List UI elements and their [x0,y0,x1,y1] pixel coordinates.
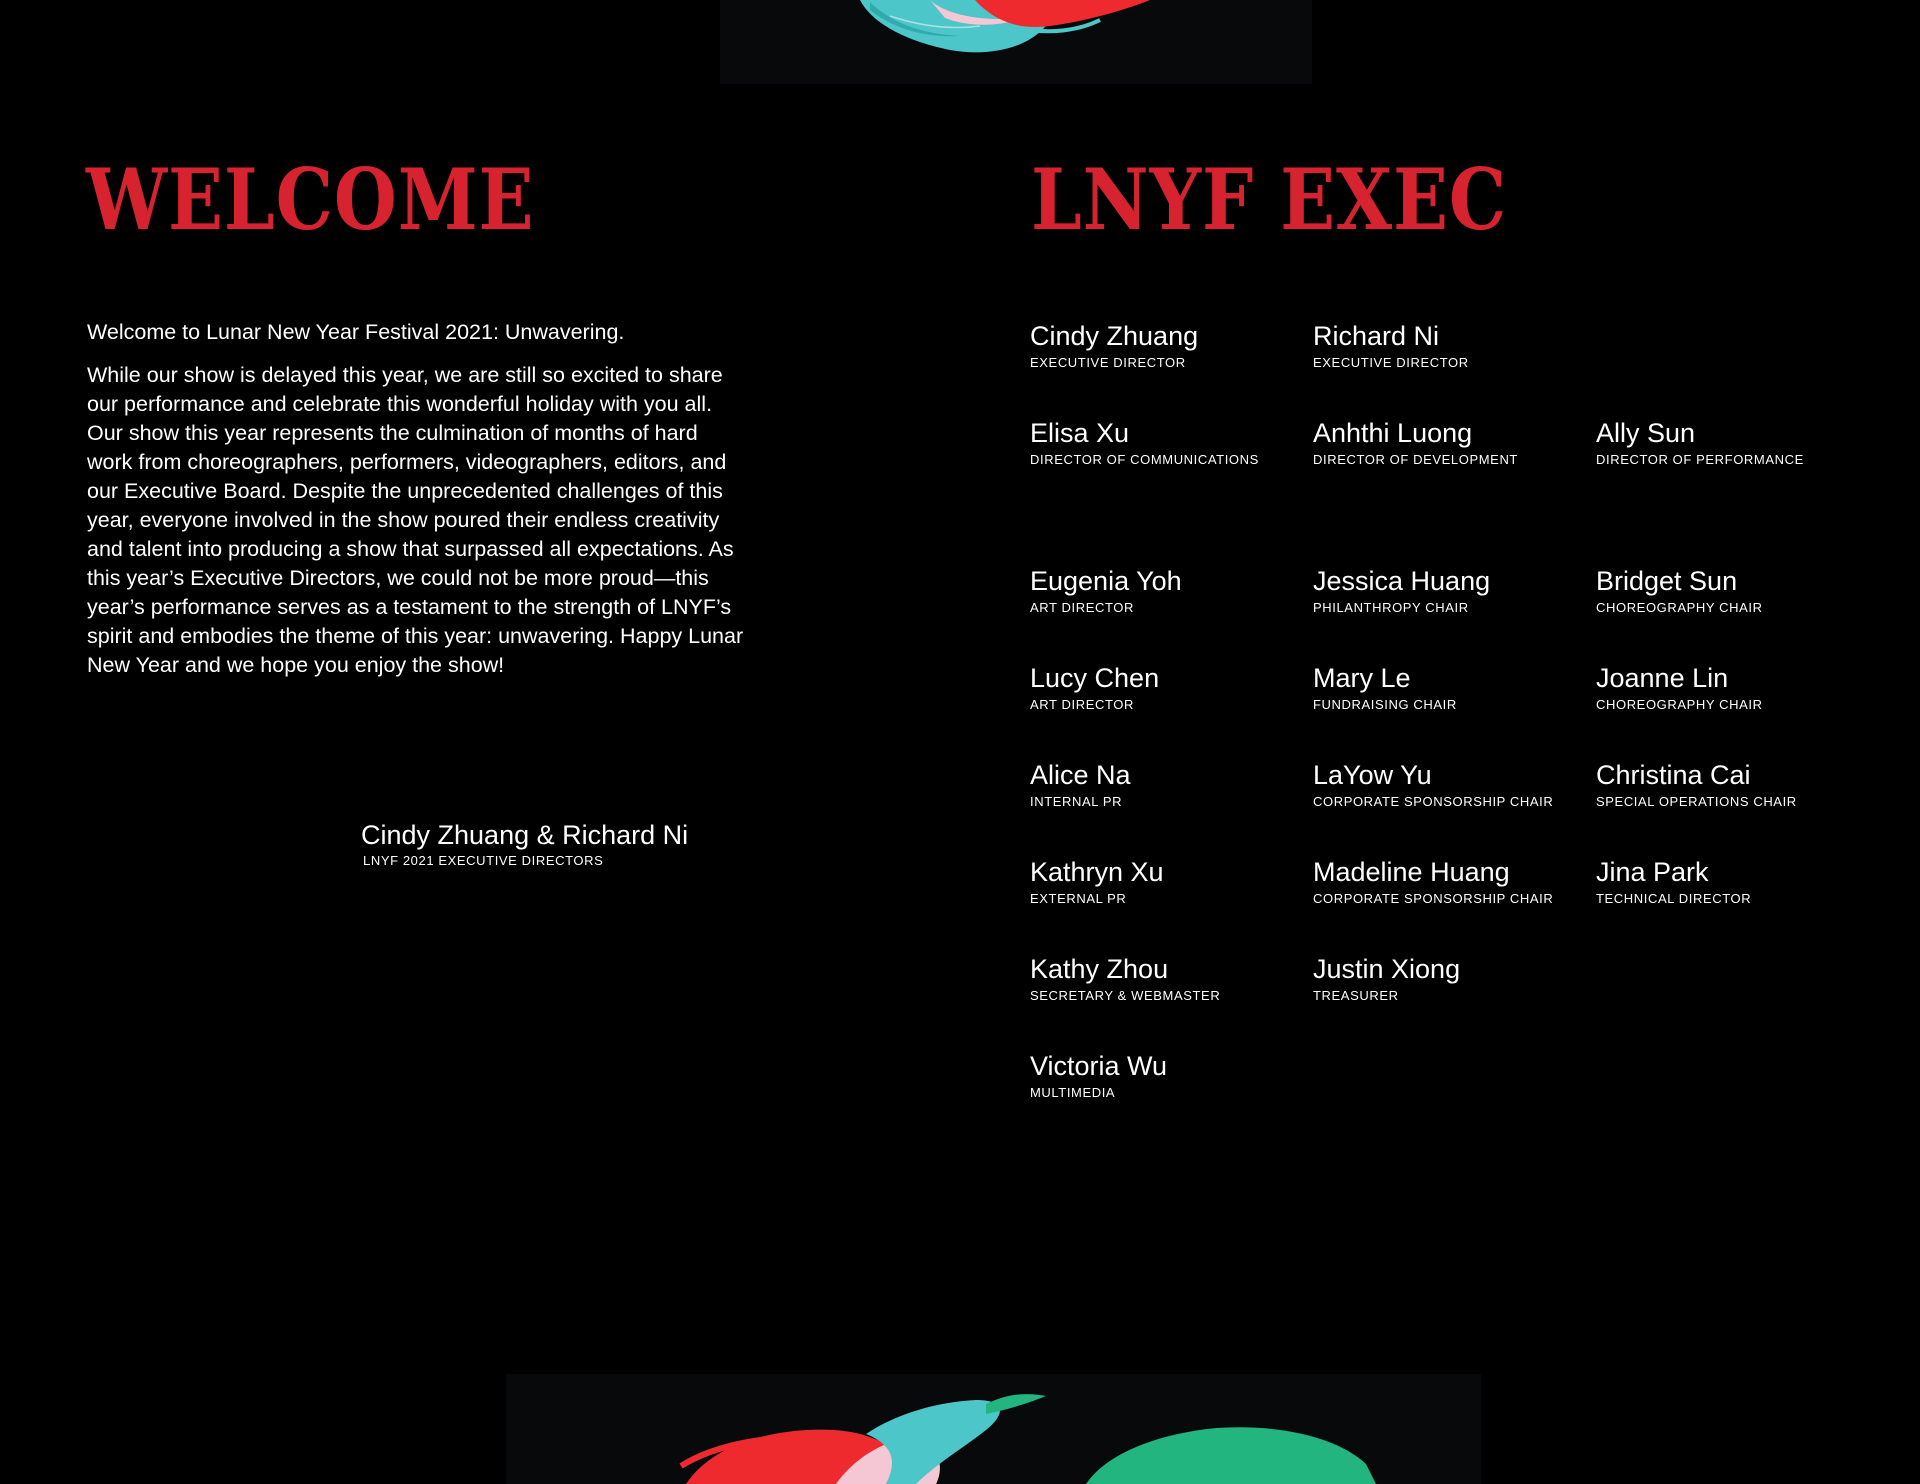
member-name: Jessica Huang [1313,566,1491,596]
member-role: DIRECTOR OF PERFORMANCE [1596,452,1804,467]
member-role: EXTERNAL PR [1030,891,1127,906]
member-name: Ally Sun [1596,418,1696,448]
exec-member [1313,856,1583,908]
member-role: INTERNAL PR [1030,794,1123,809]
member-name: Eugenia Yoh [1030,566,1182,596]
brush-stroke-art-bottom [506,1374,1481,1484]
member-name: Victoria Wu [1030,1051,1168,1081]
exec-member [1030,759,1300,811]
member-role: EXECUTIVE DIRECTOR [1313,355,1469,370]
member-role: CORPORATE SPONSORSHIP CHAIR [1313,794,1554,809]
signature-title: LNYF 2021 EXECUTIVE DIRECTORS [363,853,604,868]
member-name: Lucy Chen [1030,663,1160,693]
exec-member [1596,759,1866,811]
welcome-intro-paragraph: Welcome to Lunar New Year Festival 2021: Unwavering. [87,320,625,344]
member-name: Kathryn Xu [1030,857,1164,887]
exec-member [1030,1050,1300,1102]
member-role: CORPORATE SPONSORSHIP CHAIR [1313,891,1554,906]
member-name: Joanne Lin [1596,663,1729,693]
member-role: FUNDRAISING CHAIR [1313,697,1457,712]
exec-member [1313,953,1583,1005]
member-role: DIRECTOR OF COMMUNICATIONS [1030,452,1259,467]
member-role: PHILANTHROPY CHAIR [1313,600,1469,615]
member-name: LaYow Yu [1313,760,1432,790]
exec-member [1313,759,1583,811]
welcome-letter [87,318,747,694]
member-name: Elisa Xu [1030,418,1130,448]
exec-member [1313,417,1583,469]
member-role: SPECIAL OPERATIONS CHAIR [1596,794,1797,809]
member-role: CHOREOGRAPHY CHAIR [1596,600,1763,615]
member-name: Madeline Huang [1313,857,1510,887]
exec-member [1596,417,1866,469]
member-name: Richard Ni [1313,321,1440,351]
exec-member [1030,417,1300,469]
member-role: TREASURER [1313,988,1399,1003]
exec-member [1030,953,1300,1005]
member-role: EXECUTIVE DIRECTOR [1030,355,1186,370]
brush-stroke-graphic [720,0,1312,84]
exec-member [1596,662,1866,714]
member-name: Kathy Zhou [1030,954,1169,984]
welcome-main-paragraph: While our show is delayed this year, we are still so excited to share our performance and celebrate this wonderful holiday with you all. Our show this year represents the culmination of months of hard work from choreographers, performers, videographers, editors, and our Executive Board. Despite the unprecedented challenges of this year, everyone involved in the show poured their endless creativity and talent into producing a show that surpassed all expectations. As this year’s Executive Directors, we could not be more proud—this year’s performance serves as a testament to the strength of LNYF’s spirit and embodies the theme of this year: unwavering. Happy Lunar New Year and we hope you enjoy the show! [87,363,744,677]
exec-member [1030,565,1300,617]
member-name: Justin Xiong [1313,954,1461,984]
member-name: Bridget Sun [1596,566,1738,596]
member-role: DIRECTOR OF DEVELOPMENT [1313,452,1518,467]
signature-names: Cindy Zhuang & Richard Ni [361,820,689,850]
member-name: Alice Na [1030,760,1131,790]
member-role: ART DIRECTOR [1030,600,1134,615]
exec-member [1030,662,1300,714]
brush-stroke-art-top [720,0,1312,84]
member-name: Mary Le [1313,663,1411,693]
exec-member [1596,565,1866,617]
exec-member [1030,320,1300,372]
member-role: ART DIRECTOR [1030,697,1134,712]
welcome-heading: WELCOME [86,150,535,249]
brush-stroke-graphic [506,1374,1481,1484]
member-name: Christina Cai [1596,760,1751,790]
member-role: SECRETARY & WEBMASTER [1030,988,1221,1003]
member-name: Cindy Zhuang [1030,321,1199,351]
member-name: Anhthi Luong [1313,418,1473,448]
member-role: TECHNICAL DIRECTOR [1596,891,1752,906]
member-name: Jina Park [1596,857,1709,887]
letter-signature [361,818,688,870]
member-role: MULTIMEDIA [1030,1085,1116,1100]
exec-member [1596,856,1866,908]
exec-member [1313,565,1583,617]
exec-member [1313,320,1583,372]
member-role: CHOREOGRAPHY CHAIR [1596,697,1763,712]
exec-member [1313,662,1583,714]
exec-heading: LNYF EXEC [1031,150,1508,249]
exec-member [1030,856,1300,908]
